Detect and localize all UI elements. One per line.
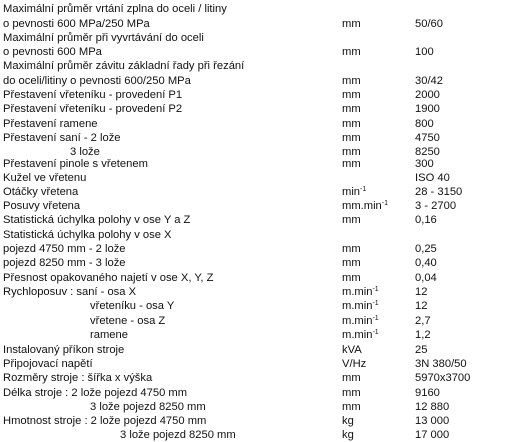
param-label: Rychloposuv : saní - osa X xyxy=(3,286,137,298)
unit-text: mm xyxy=(342,257,361,269)
spec-row xyxy=(0,185,510,199)
unit-text: m.min xyxy=(342,300,373,312)
unit-text: mm xyxy=(342,146,361,158)
param-label: Rozměry stroje : šířka x výška xyxy=(3,372,153,384)
spec-row xyxy=(0,17,510,31)
unit xyxy=(342,242,361,256)
unit xyxy=(342,185,366,199)
value: 2,7 xyxy=(415,315,431,327)
unit-text: mm xyxy=(342,118,361,130)
unit-text: kVA xyxy=(342,344,362,356)
param-label: Statistická úchylka polohy v ose X xyxy=(3,229,172,241)
value: 800 xyxy=(415,118,434,130)
unit xyxy=(342,428,354,442)
value: 3N 380/50 xyxy=(415,358,467,370)
unit-text: mm xyxy=(342,243,361,255)
value: 28 - 3150 xyxy=(415,186,463,198)
spec-row xyxy=(0,414,510,428)
unit xyxy=(342,256,361,270)
spec-row xyxy=(0,285,510,299)
param-label: Hmotnost stroje : 2 lože pojezd 4750 mm xyxy=(3,415,207,427)
unit xyxy=(342,131,361,145)
value: 30/42 xyxy=(415,75,443,87)
unit-text: mm xyxy=(342,401,361,413)
param-label: Přesnost opakovaného najetí v ose X, Y, Z xyxy=(3,272,214,284)
value: 25 xyxy=(415,344,428,356)
value: 12 880 xyxy=(415,401,450,413)
spec-row xyxy=(0,199,510,213)
unit-text: mm xyxy=(342,103,361,115)
unit-text: m.min xyxy=(342,315,373,327)
unit-exponent: -1 xyxy=(372,315,379,322)
unit-exponent: -1 xyxy=(372,286,379,293)
unit-text: mm xyxy=(342,272,361,284)
value: 3 - 2700 xyxy=(415,200,457,212)
spec-row xyxy=(0,74,510,88)
value: 0,40 xyxy=(415,257,437,269)
param-label: Přestavení pinole s vřetenem xyxy=(3,158,148,170)
param-label: Statistická úchylka polohy v ose Y a Z xyxy=(3,214,191,226)
unit-text: m.min xyxy=(342,329,373,341)
value: 1900 xyxy=(415,103,440,115)
unit xyxy=(342,74,361,88)
unit xyxy=(342,88,361,102)
param-label: o pevnosti 600 MPa/250 MPa xyxy=(3,18,150,30)
spec-row xyxy=(0,102,510,116)
spec-row xyxy=(0,400,510,414)
param-label: Maximální průměr vrtání zplna do oceli / litiny xyxy=(3,3,227,15)
value: 12 xyxy=(415,300,428,312)
unit-text: min xyxy=(342,186,361,198)
param-label: Otáčky vřetena xyxy=(3,186,79,198)
spec-row xyxy=(0,256,510,270)
unit xyxy=(342,271,361,285)
unit-text: mm xyxy=(342,387,361,399)
unit-exponent: -1 xyxy=(372,300,379,307)
param-label: Přestavení ramene xyxy=(3,118,98,130)
spec-row xyxy=(0,88,510,102)
param-label: vřetene - osa Z xyxy=(90,315,166,327)
param-label: Připojovací napětí xyxy=(3,358,93,370)
param-label: 3 lože xyxy=(70,146,100,158)
param-label: o pevnosti 600 MPa xyxy=(3,46,102,58)
param-label: Posuvy vřetena xyxy=(3,200,81,212)
spec-row xyxy=(0,171,510,185)
unit-text: mm xyxy=(342,18,361,30)
value: 5970x3700 xyxy=(415,372,471,384)
value: 0,25 xyxy=(415,243,437,255)
unit xyxy=(342,157,361,171)
param-label: vřeteníku - osa Y xyxy=(90,300,175,312)
spec-row xyxy=(0,157,510,171)
unit xyxy=(342,386,361,400)
unit-text: mm xyxy=(342,214,361,226)
value: 50/60 xyxy=(415,18,443,30)
unit xyxy=(342,102,361,116)
param-label: pojezd 8250 mm - 3 lože xyxy=(3,257,126,269)
spec-row xyxy=(0,213,510,227)
unit xyxy=(342,414,354,428)
spec-row xyxy=(0,357,510,371)
unit xyxy=(342,400,361,414)
unit-text: kg xyxy=(342,429,354,441)
spec-row xyxy=(0,328,510,342)
unit xyxy=(342,314,379,328)
param-label: 3 lože pojezd 8250 mm xyxy=(120,429,236,441)
spec-row xyxy=(0,386,510,400)
unit xyxy=(342,17,361,31)
unit xyxy=(342,299,379,313)
unit-text: mm.min xyxy=(342,200,382,212)
param-label: Přestavení vřeteníku - provedení P2 xyxy=(3,103,183,115)
param-label: Kužel ve vřetenu xyxy=(3,172,87,184)
value: 9160 xyxy=(415,387,440,399)
spec-row xyxy=(0,428,510,442)
spec-row xyxy=(0,59,510,73)
spec-row xyxy=(0,343,510,357)
unit xyxy=(342,213,361,227)
spec-row xyxy=(0,314,510,328)
spec-row xyxy=(0,242,510,256)
param-label: Maximální průměr závitu základní řady při řezání xyxy=(3,60,245,72)
unit xyxy=(342,285,379,299)
unit xyxy=(342,117,361,131)
value: 100 xyxy=(415,46,434,58)
unit-text: mm xyxy=(342,132,361,144)
unit-text: mm xyxy=(342,89,361,101)
spec-row xyxy=(0,271,510,285)
value: 1,2 xyxy=(415,329,431,341)
param-label: Délka stroje : 2 lože pojezd 4750 mm xyxy=(3,387,188,399)
unit-text: mm xyxy=(342,75,361,87)
unit-exponent: -1 xyxy=(372,329,379,336)
param-label: pojezd 4750 mm - 2 lože xyxy=(3,243,126,255)
value: 13 000 xyxy=(415,415,450,427)
spec-row xyxy=(0,371,510,385)
param-label: Přestavení saní - 2 lože xyxy=(3,132,121,144)
unit xyxy=(342,357,366,371)
spec-row xyxy=(0,2,510,16)
unit xyxy=(342,328,379,342)
value: 12 xyxy=(415,286,428,298)
unit-text: mm xyxy=(342,46,361,58)
value: 17 000 xyxy=(415,429,450,441)
unit-text: V/Hz xyxy=(342,358,367,370)
unit xyxy=(342,45,361,59)
unit-text: m.min xyxy=(342,286,373,298)
unit-exponent: -1 xyxy=(360,186,367,193)
param-label: Přestavení vřeteníku - provedení P1 xyxy=(3,89,183,101)
value: 8250 xyxy=(415,146,440,158)
unit xyxy=(342,343,362,357)
spec-row xyxy=(0,45,510,59)
param-label: ramene xyxy=(90,329,128,341)
unit xyxy=(342,199,388,213)
spec-row xyxy=(0,31,510,45)
unit-text: mm xyxy=(342,158,361,170)
value: 0,04 xyxy=(415,272,437,284)
value: 4750 xyxy=(415,132,440,144)
param-label: Instalovaný příkon stroje xyxy=(3,344,125,356)
value: 300 xyxy=(415,158,434,170)
unit xyxy=(342,371,361,385)
spec-row xyxy=(0,228,510,242)
value: ISO 40 xyxy=(415,172,450,184)
spec-row xyxy=(0,131,510,145)
spec-row xyxy=(0,117,510,131)
unit-exponent: -1 xyxy=(381,200,389,207)
param-label: Maximální průměr při vyvrtávání do oceli xyxy=(3,32,204,44)
value: 2000 xyxy=(415,89,440,101)
spec-row xyxy=(0,299,510,313)
unit-text: kg xyxy=(342,415,354,427)
value: 0,16 xyxy=(415,214,437,226)
param-label: do oceli/litiny o pevnosti 600/250 MPa xyxy=(3,75,191,87)
unit-text: mm xyxy=(342,372,361,384)
param-label: 3 lože pojezd 8250 mm xyxy=(90,401,206,413)
